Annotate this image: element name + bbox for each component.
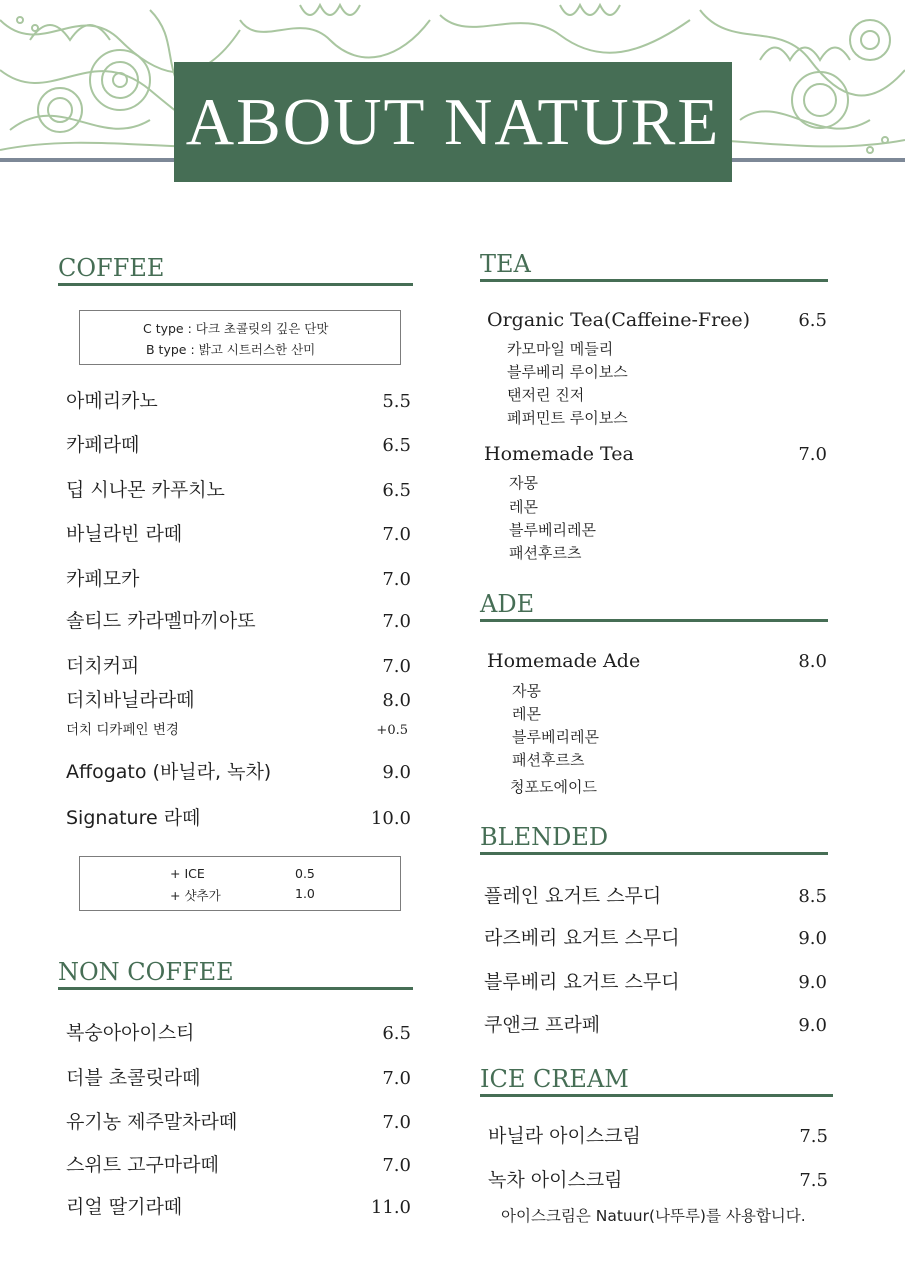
menu-item-name: 더치바닐라라떼	[66, 689, 195, 711]
menu-item-name: 더블 초콜릿라떼	[66, 1067, 201, 1089]
menu-item	[66, 757, 411, 784]
menu-item-name: 더치 디카페인 변경	[66, 722, 179, 738]
menu-item	[66, 718, 408, 738]
section-title-non-coffee: NON COFFEE	[58, 957, 413, 990]
menu-item-name: 블루베리 요거트 스무디	[484, 971, 680, 993]
menu-item-name: 더치커피	[66, 655, 140, 677]
menu-item-price: 7.0	[382, 524, 411, 545]
menu-item-price: 10.0	[370, 808, 411, 829]
coffee-extras-box	[79, 856, 401, 911]
menu-group-price: 8.0	[798, 651, 827, 672]
menu-item-name: 쿠앤크 프라페	[484, 1014, 601, 1036]
menu-item	[66, 1018, 411, 1045]
menu-item-price: 6.5	[382, 480, 411, 501]
menu-item-price: 7.0	[382, 569, 411, 590]
ade-option: 레몬	[512, 705, 541, 723]
menu-item-price: 11.0	[370, 1197, 411, 1218]
menu-item-price: 9.0	[382, 762, 411, 783]
coffee-note-line: B type : 밝고 시트러스한 산미	[146, 342, 316, 357]
menu-item-price: 8.5	[798, 886, 827, 907]
menu-item	[66, 564, 411, 591]
menu-item	[488, 1121, 828, 1148]
menu-item	[66, 475, 411, 502]
section-title-coffee: COFFEE	[58, 253, 413, 286]
menu-item-price: 9.0	[798, 1015, 827, 1036]
section-title-ice-cream: ICE CREAM	[480, 1064, 833, 1097]
extra-name: + 샷추가	[170, 888, 221, 903]
menu-item	[66, 606, 411, 633]
menu-item-price: 9.0	[798, 972, 827, 993]
menu-item	[484, 923, 827, 950]
menu-item-name: 카페모카	[66, 568, 140, 590]
extra-price: 0.5	[295, 866, 315, 881]
menu-item-name: 플레인 요거트 스무디	[484, 885, 662, 907]
menu-group	[487, 650, 827, 672]
menu-item	[484, 881, 827, 908]
tea-option: 카모마일 메들리	[507, 340, 614, 358]
menu-item-price: 7.5	[799, 1126, 828, 1147]
ade-option: 패션후르츠	[512, 751, 585, 769]
ade-option: 자몽	[512, 682, 541, 700]
menu-item	[484, 1010, 827, 1037]
menu-item	[484, 967, 827, 994]
menu-group	[487, 309, 827, 331]
menu-item-name: Affogato (바닐라, 녹차)	[66, 761, 272, 783]
ice-cream-footnote: 아이스크림은 Natuur(나뚜루)를 사용합니다.	[501, 1207, 806, 1225]
menu-item-price: 7.0	[382, 1112, 411, 1133]
menu-item-name: 카페라떼	[66, 434, 140, 456]
menu-item	[66, 651, 411, 678]
menu-item-price: 7.0	[382, 656, 411, 677]
menu-item-price: 6.5	[382, 1023, 411, 1044]
ade-option: 블루베리레몬	[512, 728, 599, 746]
menu-item	[66, 803, 411, 830]
menu-item-name: 유기농 제주말차라떼	[66, 1111, 238, 1133]
tea-option: 자몽	[509, 474, 538, 492]
menu-group	[484, 443, 827, 465]
extra-name: + ICE	[170, 866, 205, 881]
menu-item	[66, 519, 411, 546]
menu-item-price: 9.0	[798, 928, 827, 949]
menu-item	[66, 430, 411, 457]
ade-extra-item: 청포도에이드	[510, 778, 597, 796]
menu-item	[488, 1165, 828, 1192]
tea-option: 레몬	[509, 498, 538, 516]
menu-item-name: 스위트 고구마라떼	[66, 1154, 219, 1176]
menu-item-name: 아메리카노	[66, 390, 158, 412]
menu-item-name: 라즈베리 요거트 스무디	[484, 927, 680, 949]
menu-item	[66, 1192, 411, 1219]
tea-option: 페퍼민트 루이보스	[507, 409, 628, 427]
menu-item-name: 솔티드 카라멜마끼아또	[66, 610, 256, 632]
tea-option: 블루베리레몬	[509, 521, 596, 539]
tea-option: 블루베리 루이보스	[507, 363, 628, 381]
tea-option: 패션후르츠	[509, 544, 582, 562]
menu-item-price: 7.0	[382, 611, 411, 632]
menu-item	[66, 386, 411, 413]
menu-item-name: Signature 라떼	[66, 807, 201, 829]
menu-item-name: 딥 시나몬 카푸치노	[66, 479, 225, 501]
menu-group-name: Homemade Ade	[487, 650, 641, 672]
menu-item-price: 7.5	[799, 1170, 828, 1191]
menu-item-name: 리얼 딸기라떼	[66, 1196, 183, 1218]
extra-price: 1.0	[295, 886, 315, 901]
menu-group-name: Homemade Tea	[484, 443, 634, 465]
menu-item	[66, 1107, 411, 1134]
menu-item	[66, 685, 411, 712]
menu-item-name: 바닐라 아이스크림	[488, 1125, 641, 1147]
menu-item-price: 5.5	[382, 391, 411, 412]
tea-option: 탠저린 진저	[507, 386, 585, 404]
menu-item	[66, 1063, 411, 1090]
menu-item-price: 8.0	[382, 690, 411, 711]
section-title-blended: BLENDED	[480, 822, 828, 855]
page-title: ABOUT NATURE	[174, 62, 732, 182]
menu-item-price: 7.0	[382, 1155, 411, 1176]
menu-group-price: 6.5	[798, 310, 827, 331]
menu-item-name: 복숭아아이스티	[66, 1022, 195, 1044]
menu-item-price: +0.5	[376, 723, 408, 738]
menu-item	[66, 1150, 411, 1177]
menu-group-price: 7.0	[798, 444, 827, 465]
menu-group-name: Organic Tea(Caffeine-Free)	[487, 309, 751, 331]
section-title-tea: TEA	[480, 249, 828, 282]
menu-item-name: 바닐라빈 라떼	[66, 523, 183, 545]
menu-item-price: 6.5	[382, 435, 411, 456]
section-title-ade: ADE	[480, 589, 828, 622]
coffee-note-box	[79, 310, 401, 365]
menu-item-price: 7.0	[382, 1068, 411, 1089]
menu-item-name: 녹차 아이스크림	[488, 1169, 623, 1191]
coffee-note-line: C type : 다크 초콜릿의 깊은 단맛	[143, 321, 329, 336]
